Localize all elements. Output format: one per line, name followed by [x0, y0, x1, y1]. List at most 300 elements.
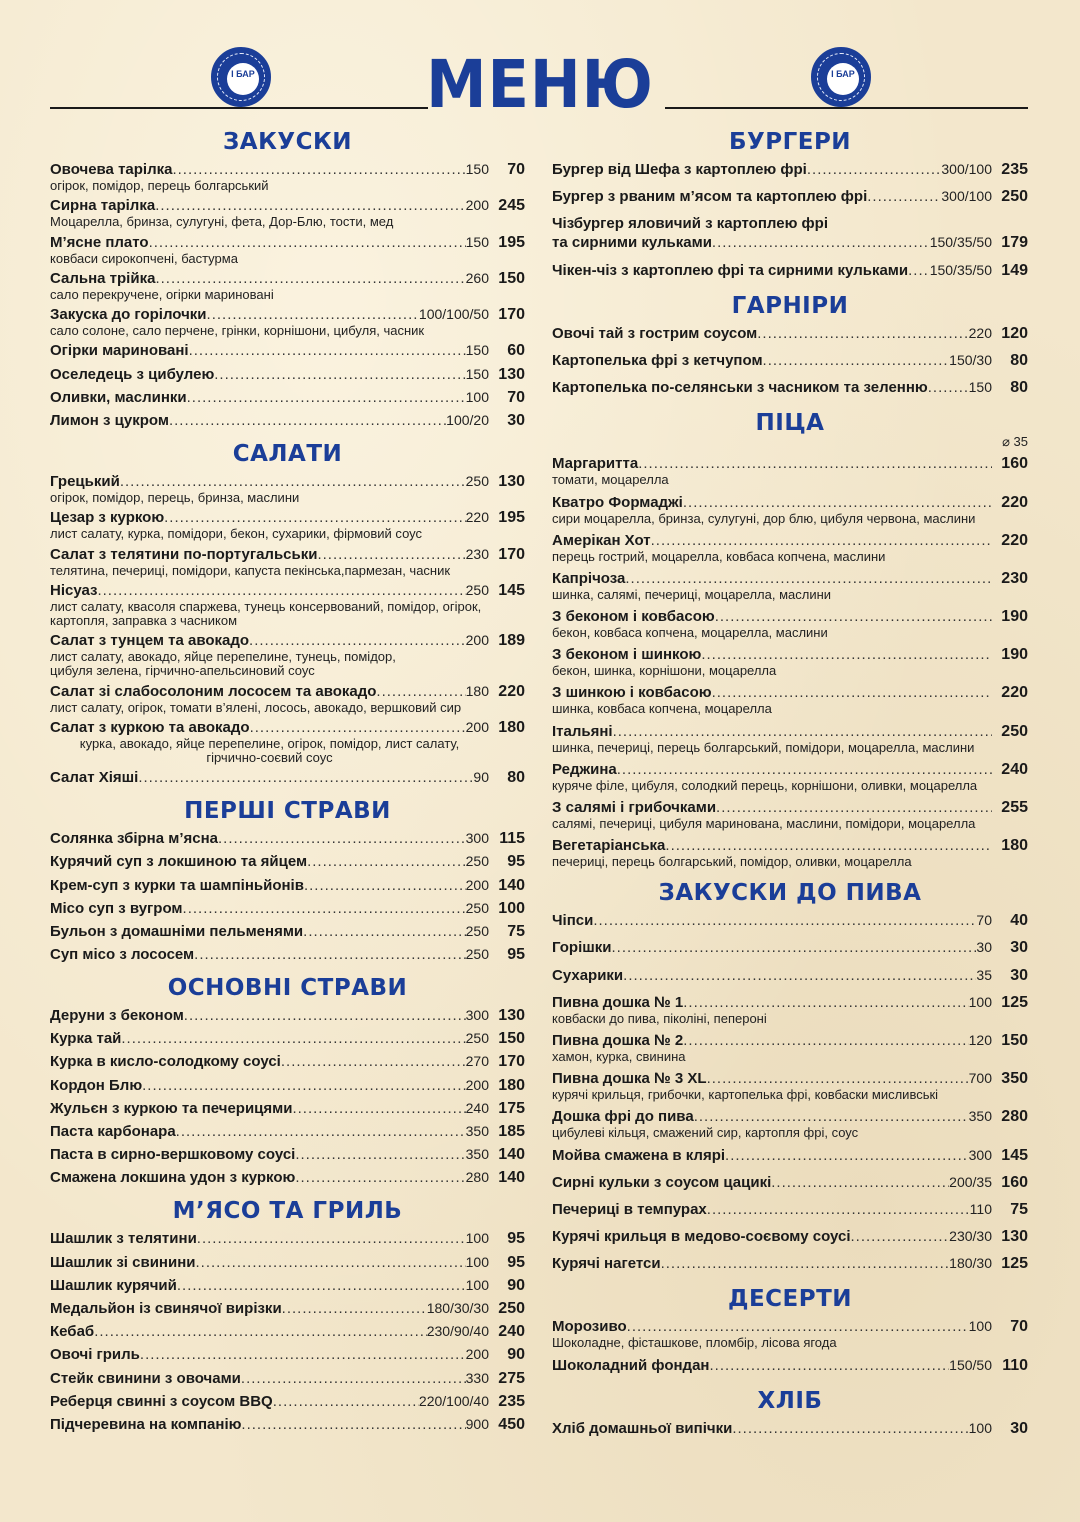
menu-item: [50, 1276, 525, 1295]
item-row: [50, 1099, 525, 1118]
item-row: [552, 351, 1028, 370]
menu-item: [50, 508, 525, 541]
item-row: [50, 682, 525, 701]
dot-leader: [207, 305, 419, 324]
item-row: [50, 1322, 525, 1341]
dot-leader: [169, 411, 446, 430]
item-price: 30: [1010, 1419, 1028, 1437]
item-name: З шинкою і ковбасою: [552, 684, 712, 702]
item-row: [50, 1229, 525, 1248]
item-row: [552, 454, 1028, 473]
item-row: [50, 508, 525, 527]
item-price: 75: [507, 922, 525, 940]
item-weight: 150: [465, 233, 489, 250]
item-name: Пивна дошка № 1: [552, 993, 684, 1011]
menu-item: [50, 1415, 525, 1434]
item-price: 235: [498, 1392, 525, 1410]
item-name: Чікен-чіз з картоплею фрі та сирними кульками: [552, 261, 909, 279]
item-name: Цезар з куркою: [50, 509, 165, 527]
item-price: 170: [498, 1053, 525, 1071]
dot-leader: [623, 966, 976, 985]
item-row: [552, 1254, 1028, 1273]
item-name: Реджина: [552, 760, 617, 778]
section-title: ГАРНІРИ: [731, 292, 849, 319]
item-row: [552, 1031, 1028, 1050]
item-price: 280: [1001, 1108, 1028, 1126]
item-name: Кордон Блю: [50, 1076, 143, 1094]
item-name: Закуска до горілочки: [50, 306, 207, 324]
item-row: [50, 768, 525, 787]
item-price: 115: [499, 830, 525, 848]
dot-leader: [307, 852, 466, 871]
item-price: 170: [498, 545, 525, 563]
menu-section: [50, 124, 525, 430]
item-name: Грецький: [50, 473, 120, 491]
item-weight: 150: [968, 379, 992, 396]
dot-leader: [712, 233, 930, 252]
item-description: сири моцарелла, бринза, сулугуні, дор блю, цибуля червона, маслини: [552, 510, 976, 526]
menu-section: [50, 1193, 525, 1434]
item-description: Шоколадне, фісташкове, пломбір, лісова ягода: [552, 1335, 837, 1351]
dot-leader: [214, 365, 465, 384]
item-row: [552, 569, 1028, 588]
item-price: 220: [498, 682, 525, 700]
item-row: [552, 1227, 1028, 1246]
dot-leader: [707, 1200, 970, 1219]
item-name: Бургер від Шефа з картоплею фрі: [552, 161, 807, 178]
item-price: 149: [1001, 261, 1028, 279]
item-price: 220: [1001, 493, 1028, 511]
item-price: 245: [498, 197, 525, 215]
dot-leader: [140, 1345, 466, 1364]
menu-item: [552, 1069, 1028, 1102]
item-description: сало солоне, сало перчене, грінки, корнішони, цибуля, часник: [50, 323, 425, 339]
item-weight: 200: [465, 632, 489, 649]
menu-item: [552, 1419, 1028, 1438]
item-name: Лимон з цукром: [50, 412, 169, 430]
item-name: Морозиво: [552, 1318, 627, 1336]
item-name: Шашлик з телятини: [50, 1230, 197, 1248]
menu-header: [0, 40, 1080, 123]
item-weight: 150/35/50: [929, 261, 992, 278]
item-name: Смажена локшина удон з куркою: [50, 1169, 296, 1187]
item-price: 140: [498, 1169, 525, 1187]
item-description: перець гострий, моцарелла, ковбаса копчена, маслини: [552, 548, 886, 564]
item-name: та сирними кульками: [552, 234, 712, 252]
menu-item: [50, 341, 525, 360]
item-row: [50, 305, 525, 324]
item-weight: 250: [465, 853, 489, 870]
section-title: ХЛІБ: [757, 1387, 823, 1414]
section-title: БУРГЕРИ: [728, 129, 852, 155]
item-name: Салат Хіяші: [50, 769, 139, 787]
item-price: 190: [1001, 608, 1028, 626]
menu-item: [552, 645, 1028, 678]
menu-item: [552, 214, 1028, 252]
item-weight: 250: [465, 922, 489, 939]
dot-leader: [218, 829, 466, 848]
item-name: Суп місо з лососем: [50, 946, 195, 964]
menu-item: [50, 365, 525, 384]
item-name: Стейк свинини з овочами: [50, 1369, 241, 1387]
menu-item: [552, 531, 1028, 564]
dot-leader: [867, 187, 941, 206]
dot-leader: [138, 768, 473, 787]
item-weight: 100: [968, 1419, 992, 1436]
dot-leader: [694, 1107, 969, 1126]
dot-leader: [611, 938, 976, 957]
item-name: Салат з телятини по-португальськи: [50, 545, 318, 563]
item-name: Овочі гриль: [50, 1346, 140, 1364]
item-weight: 200: [465, 718, 489, 735]
menu-item: [552, 569, 1028, 602]
menu-item: [50, 682, 525, 715]
item-row: [50, 945, 525, 964]
item-weight: 300: [968, 1146, 992, 1163]
item-description: бекон, шинка, корнішони, моцарелла: [552, 663, 777, 679]
item-row: [552, 324, 1028, 343]
item-weight: 260: [465, 269, 489, 286]
menu-item: [50, 305, 525, 338]
item-row: [50, 581, 525, 600]
item-price: 170: [498, 306, 525, 324]
item-row: [50, 1299, 525, 1318]
dot-leader: [701, 645, 992, 664]
item-weight: 250: [465, 581, 489, 598]
item-description: ковбаски до пива, піколіні, пепероні: [552, 1010, 767, 1026]
menu-section: [552, 124, 1028, 280]
item-weight: 150/35/50: [929, 234, 992, 251]
menu-item: [552, 187, 1028, 206]
item-row: [50, 631, 525, 650]
menu-item: [552, 798, 1028, 831]
item-weight: 250: [465, 946, 489, 963]
menu-item: [50, 1052, 525, 1071]
item-weight: 200: [465, 876, 489, 893]
item-weight: 280: [465, 1169, 489, 1186]
item-weight: 900: [465, 1415, 489, 1432]
item-name: Пивна дошка № 3 XL: [552, 1070, 707, 1088]
item-row: [552, 261, 1028, 280]
dot-leader: [638, 454, 992, 473]
item-description: куряче філе, цибуля, солодкий перець, корнішони, оливки, моцарелла: [552, 777, 978, 793]
item-weight: 180/30/30: [426, 1299, 489, 1316]
item-weight: 90: [473, 769, 489, 786]
dot-leader: [149, 233, 466, 252]
section-title: ОСНОВНІ СТРАВИ: [167, 975, 408, 1002]
item-price: 250: [1001, 722, 1028, 740]
item-name: Оселедець з цибулею: [50, 365, 215, 383]
item-price: 40: [1010, 912, 1028, 930]
dot-leader: [184, 1006, 466, 1025]
item-description: лист салату, курка, помідори, бекон, сухарики, фірмовий соус: [50, 526, 423, 542]
item-weight: 110: [969, 1200, 992, 1217]
item-row: [552, 160, 1028, 179]
item-price: 220: [1001, 684, 1028, 702]
item-weight: 30: [976, 939, 992, 956]
item-name: Салат зі слабосолоним лососем та авокадо: [50, 682, 377, 700]
item-price: 70: [1010, 1318, 1028, 1336]
dot-leader: [908, 261, 930, 280]
item-name: Сухарики: [552, 966, 624, 984]
menu-item: [552, 454, 1028, 487]
item-price: 255: [1001, 799, 1028, 816]
menu-item: [50, 196, 525, 229]
item-name: Оливки, маслинки: [50, 388, 187, 406]
menu-item: [50, 160, 525, 193]
menu-item: [552, 760, 1028, 793]
item-price: 95: [507, 946, 525, 964]
item-row: [552, 966, 1028, 985]
item-row: [50, 1369, 525, 1388]
item-description: цибулеві кільця, смажений сир, картопля фрі, соус: [552, 1125, 859, 1141]
item-weight: 180: [465, 682, 489, 699]
item-row: [50, 388, 525, 407]
dot-leader: [177, 1276, 466, 1295]
item-description: цибуля зелена, гірчично-апельсиновий соус: [50, 663, 315, 679]
item-description: шинка, салямі, печериці, моцарелла, маслини: [552, 586, 832, 602]
menu-item: [552, 1173, 1028, 1192]
item-name: Підчеревина на компанію: [50, 1415, 242, 1433]
item-description: салямі, печериці, цибуля маринована, маслини, помідори, моцарелла: [552, 816, 976, 831]
item-description: томати, моцарелла: [552, 472, 669, 488]
item-price: 185: [498, 1123, 525, 1140]
item-name: М’ясне плато: [50, 233, 149, 251]
item-price: 95: [507, 1230, 525, 1248]
item-row: [50, 269, 525, 288]
item-weight: 300: [465, 1007, 489, 1024]
item-price: 230: [1001, 569, 1028, 587]
dot-leader: [651, 531, 992, 550]
item-price: 75: [1010, 1200, 1028, 1218]
item-price: 179: [1001, 234, 1028, 252]
item-row: [552, 722, 1028, 741]
item-row: [50, 1168, 525, 1187]
item-row: [50, 852, 525, 871]
item-name: Солянка збірна м’ясна: [50, 830, 218, 848]
menu-section: [552, 1281, 1028, 1374]
item-price: 180: [498, 1076, 525, 1094]
item-row: [552, 645, 1028, 664]
menu-item: [50, 1369, 525, 1388]
dot-leader: [187, 388, 466, 407]
menu-item: [50, 269, 525, 302]
item-weight: 350: [465, 1146, 489, 1163]
item-name: Медальйон із свинячої вирізки: [50, 1299, 282, 1317]
menu-item: [552, 1200, 1028, 1219]
item-price: 95: [507, 853, 525, 871]
item-price: 450: [498, 1415, 525, 1433]
menu-item: [50, 922, 525, 941]
item-row: [552, 760, 1028, 779]
item-price: 275: [498, 1369, 525, 1387]
dot-leader: [627, 1317, 969, 1336]
menu-item: [552, 261, 1028, 280]
item-price: 80: [507, 769, 525, 787]
dot-leader: [292, 1099, 465, 1118]
item-name: Кебаб: [50, 1323, 95, 1341]
menu-item: [50, 768, 525, 787]
dot-leader: [183, 899, 466, 918]
item-price: 180: [498, 718, 525, 736]
menu-item: [50, 631, 525, 678]
item-name: Курячий суп з локшиною та яйцем: [50, 853, 308, 871]
item-name: З салямі і грибочками: [552, 799, 717, 816]
item-name: Пивна дошка № 2: [552, 1031, 684, 1049]
item-name: Печериці в темпурах: [552, 1200, 707, 1218]
dot-leader: [707, 1069, 969, 1088]
item-weight: 200: [465, 1346, 489, 1363]
item-row: [50, 160, 525, 179]
item-name: Сирна тарілка: [50, 197, 156, 215]
item-weight: 300/100: [941, 161, 992, 177]
item-price: 130: [1001, 1228, 1028, 1246]
item-price: 60: [507, 342, 525, 360]
item-description: Моцарелла, бринза, сулугуні, фета, Дор-Блю, тости, мед: [50, 214, 394, 230]
item-weight: 240: [465, 1099, 489, 1116]
item-name: Вегетаріанська: [552, 837, 666, 855]
dot-leader: [142, 1076, 466, 1095]
item-price: 190: [1001, 646, 1028, 664]
item-weight: 300/100: [941, 188, 992, 205]
item-name: Шашлик курячий: [50, 1276, 177, 1294]
dot-leader: [613, 722, 992, 741]
item-weight: 100/20: [446, 412, 489, 429]
item-price: 125: [1001, 993, 1028, 1011]
menu-item: [552, 1146, 1028, 1165]
item-weight: 200/35: [949, 1173, 992, 1190]
item-name-line1: Чізбургер яловичий з картоплею фрі: [552, 215, 829, 233]
dot-leader: [249, 631, 466, 650]
item-weight: 70: [976, 912, 992, 929]
item-weight: 230/90/40: [426, 1323, 489, 1340]
dot-leader: [716, 798, 992, 817]
menu-item: [50, 472, 525, 505]
item-name: Горішки: [552, 939, 612, 957]
item-price: 195: [498, 509, 525, 527]
dot-leader: [295, 1168, 465, 1187]
dot-leader: [763, 351, 950, 370]
dot-leader: [617, 760, 992, 779]
item-name: З беконом і шинкою: [552, 646, 702, 664]
item-name: Місо суп з вугром: [50, 899, 183, 917]
item-description: лист салату, огірок, томати в’яленi, лосось, авокадо, вершковий сир: [50, 699, 462, 715]
item-weight: 100: [968, 1318, 992, 1335]
item-name: Дошка фрі до пива: [552, 1108, 694, 1126]
item-row: [50, 1253, 525, 1272]
item-weight: 150/30: [949, 351, 992, 368]
dot-leader: [715, 607, 992, 626]
item-price: 250: [498, 1299, 525, 1317]
item-name: Італьяні: [552, 722, 613, 740]
item-price: 250: [1001, 188, 1028, 206]
item-row: [552, 1317, 1028, 1336]
item-price: 90: [507, 1276, 525, 1294]
dot-leader: [295, 1145, 465, 1164]
dot-leader: [683, 993, 968, 1012]
item-name: Нісуаз: [50, 581, 98, 599]
item-row: [50, 1392, 525, 1411]
item-description: хамон, курка, свинина: [552, 1048, 686, 1064]
menu-item: [552, 993, 1028, 1026]
dot-leader: [376, 682, 465, 701]
item-price: 235: [1001, 161, 1028, 178]
menu-item: [552, 160, 1028, 179]
item-weight: 180/30: [949, 1255, 992, 1272]
item-row: [552, 1419, 1028, 1438]
item-row: [552, 493, 1028, 512]
menu-item: [552, 324, 1028, 343]
item-row: [552, 607, 1028, 626]
menu-item: [50, 1099, 525, 1118]
item-weight: 100: [465, 1253, 489, 1270]
item-row: [552, 1173, 1028, 1192]
item-name: Хліб домашньої випічки: [552, 1419, 733, 1437]
dot-leader: [282, 1299, 427, 1318]
dot-leader: [665, 836, 992, 855]
item-price: 150: [498, 269, 525, 287]
item-weight: 270: [465, 1053, 489, 1070]
item-row: [50, 196, 525, 215]
section-title: ЗАКУСКИ ДО ПИВА: [658, 880, 922, 907]
menu-item: [552, 1227, 1028, 1246]
item-description: телятина, печериці, помідори, капуста пекінська,пармезан, часник: [50, 562, 451, 578]
item-row: [552, 1107, 1028, 1126]
dot-leader: [683, 493, 992, 512]
dot-leader: [732, 1419, 968, 1438]
item-weight: 300: [465, 830, 489, 847]
item-name: Капрічоза: [552, 569, 626, 587]
item-weight: 200: [465, 1076, 489, 1093]
item-price: 195: [498, 233, 525, 251]
dot-leader: [661, 1254, 950, 1273]
item-weight: 100: [465, 1230, 489, 1247]
item-price: 175: [498, 1099, 525, 1117]
item-row: [552, 233, 1028, 252]
menu-item: [50, 1229, 525, 1248]
menu-item: [50, 876, 525, 895]
menu-section: [552, 1383, 1028, 1438]
item-name: Овочі тай з гострим соусом: [552, 324, 758, 342]
item-description: шинка, печериці, перець болгарський, помідори, моцарелла, маслини: [552, 739, 975, 755]
item-price: 120: [1001, 324, 1028, 342]
item-name: Мойва смажена в клярі: [552, 1146, 726, 1164]
item-name: Бульон з домашніми пельменями: [50, 922, 304, 940]
item-description: курячі крильця, грибочки, картопелька фрі, ковбаски мисливські: [552, 1087, 939, 1103]
item-row: [552, 1200, 1028, 1219]
item-weight: 150: [465, 365, 489, 382]
item-row: [50, 922, 525, 941]
item-row: [50, 365, 525, 384]
menu-column-left: [50, 124, 525, 1438]
dot-leader: [194, 945, 465, 964]
item-row: [552, 1356, 1028, 1375]
menu-item: [50, 1299, 525, 1318]
item-price: 350: [1001, 1070, 1028, 1088]
item-name: Реберця свинні з соусом BBQ: [50, 1392, 273, 1410]
section-title: ПЕРШІ СТРАВИ: [184, 798, 391, 825]
item-name: Овочева тарілка: [50, 161, 173, 178]
page-title: МЕНЮ: [426, 46, 654, 123]
item-row: [50, 1006, 525, 1025]
menu-item: [50, 545, 525, 578]
item-price: 150: [1001, 1031, 1028, 1049]
item-price: 145: [498, 581, 525, 599]
dot-leader: [593, 911, 976, 930]
item-row: [552, 911, 1028, 930]
item-description: лист салату, квасоля спаржева, тунець консервований, помідор, огірок,: [50, 598, 482, 614]
menu-item: [552, 607, 1028, 640]
